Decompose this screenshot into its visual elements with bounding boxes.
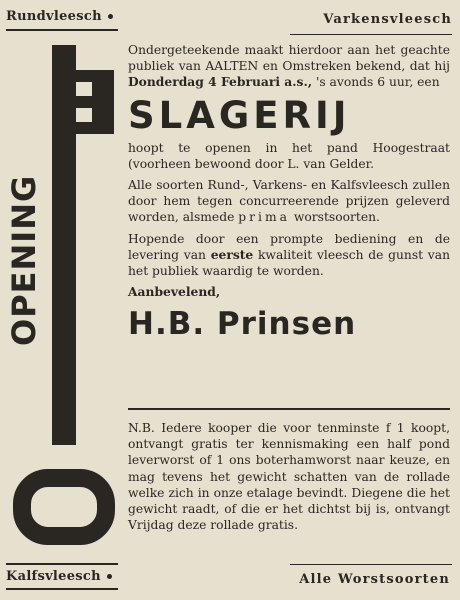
intro-paragraph: Ondergeteekende maakt hierdoor aan het geachte publiek van AALTEN en Omstreken bekend, dat hij Donderdag 4 Februari a.s., 's avonds 6 uur, een [128, 43, 450, 90]
headline: SLAGERIJ [128, 93, 351, 137]
opening-vertical-title: OPENING [5, 174, 43, 346]
nb-paragraph: N.B. Iedere kooper die voor tenminste f 1 koopt, ontvangt gratis ter kennismaking een half pond leverworst of 1 ons boterhamworst naar keuze, en mag tevens het gewicht schatten van de rollade welke zich in onze etalage bevindt. Diegene die het gewicht raadt, of die er het dichtst bij is, ontvangt Vrijdag deze rollade gratis. [128, 421, 450, 533]
recommend-label: Aanbevelend, [128, 284, 221, 300]
ad-body [128, 42, 450, 348]
corner-label-bottom-left: Kalfsvleesch [6, 569, 112, 584]
opening-date: Donderdag 4 Februari a.s., [128, 74, 313, 90]
proprietor-name: H.B. Prinsen [128, 306, 357, 343]
location-paragraph: hoopt te openen in het pand Hoogestraat (voorheen bewoond door L. van Gelder. [128, 140, 450, 171]
corner-label-bottom-right: Alle Worstsoorten [299, 572, 450, 587]
corner-label-top-left: Rundvleesch [6, 9, 113, 24]
service-paragraph: Hopende door een prompte bediening en de levering van eerste kwaliteit vleesch de gunst van het publiek waardig te worden. [128, 231, 450, 279]
top-right-rule [290, 34, 452, 35]
corner-label-top-right: Varkensvleesch [323, 12, 452, 27]
assortment-paragraph: Alle soorten Rund-, Varkens- en Kalfsvleesch zullen door hem tegen concurreerende prijzen geleverd worden, alsmede prima worstsoorten. [128, 178, 450, 225]
bottom-right-rule [290, 564, 452, 565]
section-divider [128, 408, 450, 410]
